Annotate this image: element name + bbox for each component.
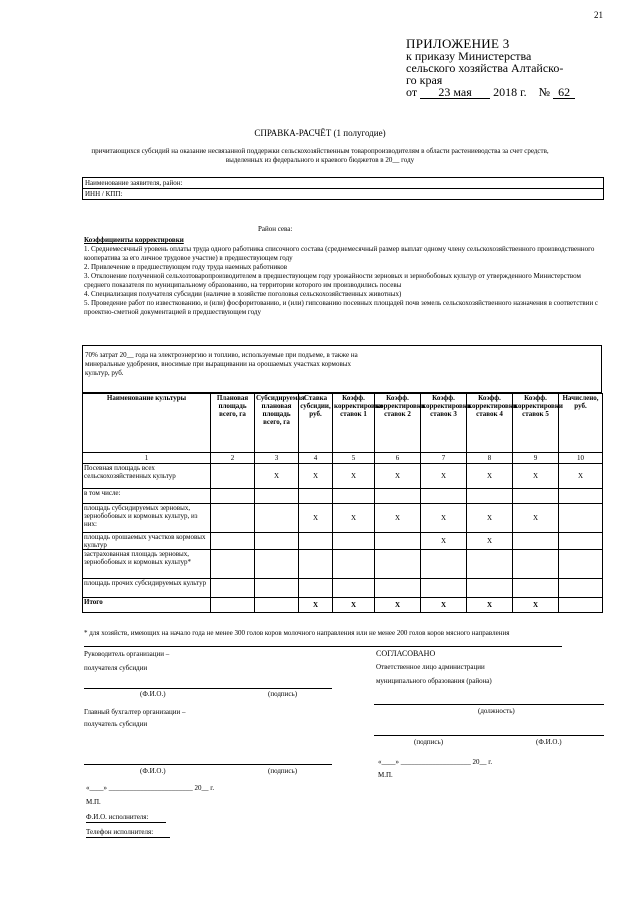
coefficients-heading: Коэффициенты корректировки	[84, 236, 184, 244]
appendix-line-1: к приказу Министерства	[406, 49, 532, 63]
table-cell	[299, 550, 333, 579]
page-number: 21	[594, 10, 603, 20]
table-cell: X	[467, 504, 513, 533]
table-cell	[255, 598, 299, 613]
table-cell	[421, 489, 467, 504]
accountant-label-2: получатель субсидии	[84, 720, 148, 728]
table-row	[83, 504, 603, 533]
table-cell: X	[467, 464, 513, 489]
appendix-line-2: сельского хозяйства Алтайско-	[406, 61, 564, 75]
mp-label: М.П.	[86, 798, 101, 806]
column-number-cell: 4	[299, 453, 333, 464]
table-cell	[211, 550, 255, 579]
table-cell	[375, 579, 421, 598]
column-number-cell: 3	[255, 453, 299, 464]
head-label-1: Руководитель организации –	[84, 650, 170, 658]
table-cell	[299, 489, 333, 504]
responsible-label-2: муниципального образования (района)	[376, 677, 492, 685]
header-cell: Коэфф. корректировки ставок 2	[375, 394, 421, 453]
applicant-name-label: Наименование заявителя, район:	[85, 179, 183, 187]
table-cell	[513, 579, 559, 598]
table-row	[83, 550, 603, 579]
table-cell: X	[333, 598, 375, 613]
table-cell: X	[421, 464, 467, 489]
row-label: Посевная площадь всех сельскохозяйственных культур	[83, 464, 211, 489]
table-cell	[559, 533, 603, 550]
region-label: Район сева:	[258, 225, 293, 233]
table-cell: X	[559, 464, 603, 489]
column-number-cell: 7	[421, 453, 467, 464]
table-cell	[375, 489, 421, 504]
underline	[86, 837, 170, 838]
row-label: площадь орошаемых участков кормовых культур	[83, 533, 211, 550]
table-cell	[375, 550, 421, 579]
table-cell	[559, 489, 603, 504]
appendix-title: ПРИЛОЖЕНИЕ 3	[406, 36, 510, 51]
coefficient-item: 3. Отклонение полученной сельхозтоваропроизводителем в предшествующем году урожайности зерновых и зернобобовых культур от утвержденного Министерством среднего показателя по муниципальному образованию, на территории которого им производились посевы	[84, 272, 581, 289]
column-number-cell: 10	[559, 453, 603, 464]
coefficients-section	[84, 236, 604, 317]
table-cell	[211, 533, 255, 550]
table-cell: X	[513, 598, 559, 613]
header-cell: Коэфф. корректировки ставок 5	[513, 394, 559, 453]
header-cell: Коэфф. корректировки ставок 4	[467, 394, 513, 453]
date-line: «____» ____________________ 20__ г.	[378, 758, 493, 766]
signature-line	[84, 688, 332, 689]
executor-fio-label: Ф.И.О. исполнителя:	[86, 813, 149, 821]
appendix-date-line	[406, 86, 621, 99]
table-cell	[299, 533, 333, 550]
footnote: * для хозяйств, имеющих на начало года не менее 300 голов коров молочного направления или не менее 200 голов коров мясного направления	[84, 629, 510, 637]
appendix-year: 2018 г.	[493, 85, 527, 99]
date-line: «____» ________________________ 20__ г.	[86, 784, 215, 792]
table-cell: X	[513, 504, 559, 533]
table-cell	[211, 504, 255, 533]
table-cell	[333, 489, 375, 504]
agreed-label: СОГЛАСОВАНО	[376, 649, 436, 658]
table-cell	[211, 579, 255, 598]
table-row	[83, 464, 603, 489]
table-cell: X	[375, 504, 421, 533]
table-cell	[467, 489, 513, 504]
document-subtitle: причитающихся субсидий на оказание несвязанной поддержки сельскохозяйственным товаропроизводителям в области растениеводства за счет средств, выделенных из федерального и краевого бюджетов в 20__ году	[91, 147, 549, 164]
table-cell	[559, 579, 603, 598]
costs-70-text: 70% затрат 20__ года на электроэнергию и топливо, используемые при подъеме, в также на минеральные удобрения, вносимые при выращивании на орошаемых участках кормовых культур, руб.	[85, 351, 358, 377]
row-label: площадь прочих субсидируемых культур	[83, 579, 211, 598]
table-cell	[255, 579, 299, 598]
signature-line	[84, 764, 332, 765]
document-title: СПРАВКА-РАСЧЁТ (1 полугодие)	[254, 128, 386, 138]
table-cell	[211, 489, 255, 504]
table-cell	[375, 533, 421, 550]
table-cell	[255, 533, 299, 550]
table-row	[83, 579, 603, 598]
column-number-cell: 9	[513, 453, 559, 464]
header-cell: Наименование культуры	[83, 394, 211, 453]
table-cell	[421, 579, 467, 598]
table-row	[83, 489, 603, 504]
table-cell: X	[467, 533, 513, 550]
sign-caption: (подпись)	[268, 767, 298, 775]
table-cell	[333, 533, 375, 550]
accountant-label-1: Главный бухгалтер организации –	[84, 708, 186, 716]
table-cell: X	[421, 504, 467, 533]
head-label-2: получателя субсидии	[84, 664, 148, 672]
table-cell: X	[375, 598, 421, 613]
table-cell	[513, 550, 559, 579]
table-cell	[559, 550, 603, 579]
applicant-box	[82, 177, 604, 200]
table-cell: X	[421, 533, 467, 550]
coefficient-item: 5. Проведение работ по известкованию, и (или) фосфоритованию, и (или) гипсованию посевных площадей почв земель сельскохозяйственного назначения в соответствии с проектно-сметной документацией в предшествующем году	[84, 299, 599, 316]
header-cell: Ставка субсидии, руб.	[299, 394, 333, 453]
column-number-cell: 1	[83, 453, 211, 464]
header-cell: Начислено, руб.	[559, 394, 603, 453]
table-cell	[559, 598, 603, 613]
table-cell: X	[333, 504, 375, 533]
executor-phone-label: Телефон исполнителя:	[86, 828, 154, 836]
table-header-row	[83, 394, 603, 453]
applicant-inn-label: ИНН / КПП:	[83, 188, 603, 199]
table-cell: X	[333, 464, 375, 489]
table-cell	[211, 464, 255, 489]
table-row	[83, 598, 603, 613]
appendix-date: 23 мая	[420, 86, 490, 99]
header-cell: Коэфф. корректировки ставок 1	[333, 394, 375, 453]
table-cell: X	[375, 464, 421, 489]
row-label: застрахованная площадь зерновых, зернобобовых и кормовых культур*	[83, 550, 211, 579]
sign-caption: (подпись)	[414, 738, 444, 746]
appendix-number: 62	[553, 86, 575, 99]
responsible-label-1: Ответственное лицо администрации	[376, 663, 485, 671]
table-cell: X	[513, 464, 559, 489]
table-cell	[333, 579, 375, 598]
mp-label: М.П.	[378, 771, 393, 779]
table-cell: X	[299, 464, 333, 489]
table-cell: X	[421, 598, 467, 613]
column-number-cell: 6	[375, 453, 421, 464]
crops-table	[82, 393, 603, 613]
table-cell: X	[299, 598, 333, 613]
table-cell	[513, 489, 559, 504]
appendix-block	[406, 38, 621, 99]
from-label: от	[406, 85, 418, 99]
table-cell: X	[299, 504, 333, 533]
fio-caption: (Ф.И.О.)	[536, 738, 562, 746]
table-cell	[421, 550, 467, 579]
table-cell	[211, 598, 255, 613]
costs-70-box	[82, 345, 602, 393]
table-cell	[467, 579, 513, 598]
column-numbers-row	[83, 453, 603, 464]
row-label: в том числе:	[83, 489, 211, 504]
column-number-cell: 2	[211, 453, 255, 464]
header-cell: Субсидируемая плановая площадь всего, га	[255, 394, 299, 453]
underline	[86, 822, 166, 823]
header-cell: Плановая площадь всего, га	[211, 394, 255, 453]
signature-line	[374, 735, 604, 736]
table-cell	[513, 533, 559, 550]
table-cell	[255, 550, 299, 579]
coefficient-item: 2. Привлечение в предшествующем году труда наемных работников	[84, 263, 288, 271]
sign-caption: (подпись)	[268, 690, 298, 698]
table-cell	[559, 504, 603, 533]
column-number-cell: 8	[467, 453, 513, 464]
number-label: №	[538, 85, 551, 99]
fio-caption: (Ф.И.О.)	[140, 690, 166, 698]
signature-line	[374, 704, 604, 705]
table-cell	[299, 579, 333, 598]
table-cell: X	[255, 464, 299, 489]
coefficient-item: 4. Специализация получателя субсидии (наличие в хозяйстве поголовья сельскохозяйственных животных)	[84, 290, 402, 298]
table-cell	[467, 550, 513, 579]
position-caption: (должность)	[478, 707, 515, 715]
table-cell	[255, 489, 299, 504]
coefficient-item: 1. Среднемесячный уровень оплаты труда одного работника списочного состава (среднемесячный размер выплат одному члену сельскохозяйственного производственного кооператива за его личное трудовое участие) в предшествующем году	[84, 245, 595, 262]
appendix-line-3: го края	[406, 73, 443, 87]
header-cell: Коэфф. корректировки ставок 3	[421, 394, 467, 453]
table-cell	[333, 550, 375, 579]
row-label: Итого	[83, 598, 211, 613]
table-cell: X	[467, 598, 513, 613]
row-label: площадь субсидируемых зерновых, зернобобовых и кормовых культур, из них:	[83, 504, 211, 533]
fio-caption: (Ф.И.О.)	[140, 767, 166, 775]
table-cell	[255, 504, 299, 533]
column-number-cell: 5	[333, 453, 375, 464]
table-row	[83, 533, 603, 550]
divider-line	[84, 646, 562, 647]
